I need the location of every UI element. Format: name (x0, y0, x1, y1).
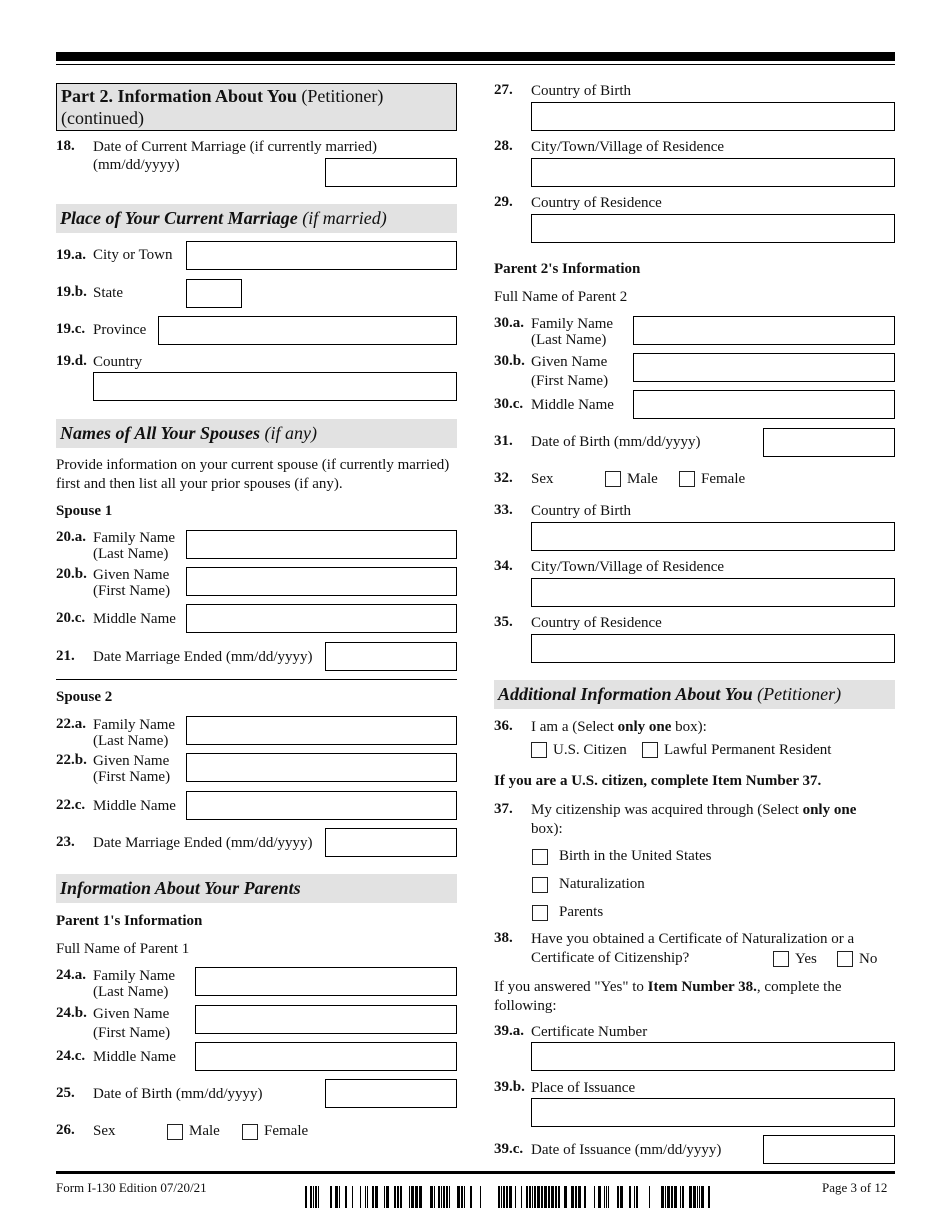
q37-number: 37. (494, 801, 513, 817)
lpr-label: Lawful Permanent Resident (664, 742, 832, 758)
section-title: Information About Your Parents (60, 878, 301, 898)
q28-number: 28. (494, 138, 513, 154)
parent1-sex-male-checkbox[interactable] (167, 1124, 183, 1140)
q26-label: Sex (93, 1123, 116, 1139)
q30c-label: Middle Name (531, 397, 614, 413)
spouse1-family-name-field[interactable] (186, 530, 457, 559)
naturalization-checkbox[interactable] (532, 877, 548, 893)
q24c-label: Middle Name (93, 1049, 176, 1065)
q20c-label: Middle Name (93, 611, 176, 627)
section-additional-info (494, 680, 895, 709)
section-spouses (56, 419, 457, 448)
q21-label: Date Marriage Ended (mm/dd/yyyy) (93, 649, 313, 665)
q28-label: City/Town/Village of Residence (531, 139, 725, 155)
spouse-instructions: Provide information on your current spouse (if currently married) first and then list all your prior spouses (if any). (56, 457, 450, 492)
spouse1-marriage-ended-field[interactable] (325, 642, 457, 671)
q20b-label: Given Name (93, 567, 170, 583)
q22b-label-sub: (First Name) (93, 769, 171, 785)
q31-number: 31. (494, 433, 513, 449)
certificate-no-label: No (859, 951, 878, 967)
q36-label-a: I am a (Select (531, 719, 618, 735)
parents-label: Parents (559, 904, 604, 920)
q39c-label: Date of Issuance (mm/dd/yyyy) (531, 1142, 722, 1158)
section-subtitle: (if any) (264, 423, 318, 443)
section-title: Additional Information About You (498, 684, 753, 704)
parents-checkbox[interactable] (532, 905, 548, 921)
footer-page-number: Page 3 of 12 (822, 1180, 888, 1195)
q29-label: Country of Residence (531, 195, 662, 211)
q30a-label-sub: (Last Name) (531, 332, 607, 348)
marriage-date-field[interactable] (325, 158, 457, 187)
part-title: Part 2. Information About You (61, 86, 297, 106)
section-current-marriage (56, 204, 457, 233)
spouse2-family-name-field[interactable] (186, 716, 457, 745)
q24b-label-sub: (First Name) (93, 1025, 171, 1041)
section-parents (56, 874, 457, 903)
q39c-number: 39.c. (494, 1141, 524, 1157)
section-title: Names of All Your Spouses (60, 423, 261, 443)
q35-number: 35. (494, 614, 513, 630)
q20a-label: Family Name (93, 530, 176, 546)
date-of-issuance-field[interactable] (763, 1135, 895, 1164)
certificate-number-field[interactable] (531, 1042, 895, 1071)
q30a-number: 30.a. (494, 315, 524, 331)
q22c-label: Middle Name (93, 798, 176, 814)
q33-label: Country of Birth (531, 503, 631, 519)
q25-number: 25. (56, 1085, 75, 1101)
us-citizen-label: U.S. Citizen (553, 742, 627, 758)
q33-number: 33. (494, 502, 513, 518)
q19a-number: 19.a. (56, 247, 86, 263)
section-title: Place of Your Current Marriage (60, 208, 298, 228)
q24a-number: 24.a. (56, 967, 86, 983)
q19c-label: Province (93, 322, 147, 338)
q19d-label: Country (93, 354, 143, 370)
q23-number: 23. (56, 834, 75, 850)
section-subtitle: (if married) (302, 208, 387, 228)
yes-instr-a: If you answered "Yes" to (494, 979, 648, 995)
q36-number: 36. (494, 718, 513, 734)
q37-label-a: My citizenship was acquired through (Select (531, 802, 803, 818)
parent1-city-residence-field[interactable] (531, 158, 895, 187)
parent2-given-name-field[interactable] (633, 353, 895, 382)
q31-label: Date of Birth (mm/dd/yyyy) (531, 434, 701, 450)
spouse1-title: Spouse 1 (56, 503, 113, 519)
barcode-image (305, 1186, 710, 1208)
q37-label-c: box): (531, 821, 563, 837)
q21-number: 21. (56, 648, 75, 664)
q24c-number: 24.c. (56, 1048, 86, 1064)
q18-number: 18. (56, 138, 75, 154)
q24b-label: Given Name (93, 1006, 170, 1022)
q20a-number: 20.a. (56, 529, 86, 545)
q20b-label-sub: (First Name) (93, 583, 171, 599)
yes-instr-c: , complete the (756, 979, 842, 995)
parent1-country-residence-field[interactable] (531, 214, 895, 243)
parent2-sex-male-checkbox[interactable] (605, 471, 621, 487)
marriage-country-field[interactable] (93, 372, 457, 401)
q25-label: Date of Birth (mm/dd/yyyy) (93, 1086, 263, 1102)
parent2-dob-field[interactable] (763, 428, 895, 457)
parent2-city-residence-field[interactable] (531, 578, 895, 607)
parent2-sex-female-checkbox[interactable] (679, 471, 695, 487)
spouse1-middle-name-field[interactable] (186, 604, 457, 633)
q22a-label-sub: (Last Name) (93, 733, 169, 749)
spouse2-marriage-ended-field[interactable] (325, 828, 457, 857)
q36-label-c: box): (671, 719, 707, 735)
spouse1-given-name-field[interactable] (186, 567, 457, 596)
marriage-province-field[interactable] (158, 316, 457, 345)
parent1-sex-female-checkbox[interactable] (242, 1124, 258, 1140)
q18-label: Date of Current Marriage (if currently married) (93, 139, 378, 155)
q37-label-b: only one (802, 802, 857, 818)
q22a-label: Family Name (93, 717, 176, 733)
parent2-family-name-field[interactable] (633, 316, 895, 345)
q38-number: 38. (494, 930, 513, 946)
parent1-family-name-field[interactable] (195, 967, 457, 996)
place-of-issuance-field[interactable] (531, 1098, 895, 1127)
footer-form-edition: Form I-130 Edition 07/20/21 (56, 1180, 207, 1195)
part-title-sub: (Petitioner) (301, 86, 384, 106)
q29-number: 29. (494, 194, 513, 210)
q30c-number: 30.c. (494, 396, 524, 412)
q38-label-line2: Certificate of Citizenship? (531, 950, 690, 966)
q19b-label: State (93, 285, 123, 301)
q37-label (531, 801, 881, 839)
q20b-number: 20.b. (56, 566, 87, 582)
q36-label (531, 719, 707, 736)
q19d-number: 19.d. (56, 353, 87, 369)
parent2-sex-male-label: Male (627, 471, 658, 487)
q30b-label: Given Name (531, 354, 608, 370)
q22b-number: 22.b. (56, 752, 87, 768)
q22a-number: 22.a. (56, 716, 86, 732)
q32-label: Sex (531, 471, 554, 487)
q32-number: 32. (494, 470, 513, 486)
parent1-sex-female-label: Female (264, 1123, 309, 1139)
q22b-label: Given Name (93, 753, 170, 769)
marriage-city-field[interactable] (186, 241, 457, 270)
top-rule-thick (56, 52, 895, 61)
q27-label: Country of Birth (531, 83, 631, 99)
parent1-sex-male-label: Male (189, 1123, 220, 1139)
q35-label: Country of Residence (531, 615, 662, 631)
q20c-number: 20.c. (56, 610, 86, 626)
q24a-label-sub: (Last Name) (93, 984, 169, 1000)
parent2-middle-name-field[interactable] (633, 390, 895, 419)
parent2-country-birth-field[interactable] (531, 522, 895, 551)
certificate-yes-label: Yes (795, 951, 817, 967)
q24a-label: Family Name (93, 968, 176, 984)
q18-label-format: (mm/dd/yyyy) (93, 157, 180, 173)
marriage-state-field[interactable] (186, 279, 242, 308)
parent2-sex-female-label: Female (701, 471, 746, 487)
yes-instr-d: following: (494, 998, 557, 1014)
q20a-label-sub: (Last Name) (93, 546, 169, 562)
q39a-label: Certificate Number (531, 1024, 648, 1040)
parent1-country-birth-field[interactable] (531, 102, 895, 131)
q19c-number: 19.c. (56, 321, 86, 337)
us-citizen-checkbox[interactable] (531, 742, 547, 758)
q26-number: 26. (56, 1122, 75, 1138)
part-header (56, 83, 457, 131)
parent1-middle-name-field[interactable] (195, 1042, 457, 1071)
q22c-number: 22.c. (56, 797, 86, 813)
parent2-fullname-label: Full Name of Parent 2 (494, 289, 628, 305)
yes-instr-b: Item Number 38. (647, 979, 757, 995)
q39b-number: 39.b. (494, 1079, 525, 1095)
citizen-instructions: If you are a U.S. citizen, complete Item Number 37. (494, 773, 822, 789)
parent1-title: Parent 1's Information (56, 913, 203, 929)
parent2-title: Parent 2's Information (494, 261, 641, 277)
q30a-label: Family Name (531, 316, 614, 332)
spouse2-given-name-field[interactable] (186, 753, 457, 782)
q19b-number: 19.b. (56, 284, 87, 300)
q23-label: Date Marriage Ended (mm/dd/yyyy) (93, 835, 313, 851)
q38-label: Have you obtained a Certificate of Naturalization or a (531, 931, 855, 947)
top-rule-thin (56, 64, 895, 65)
naturalization-label: Naturalization (559, 876, 645, 892)
q30b-label-sub: (First Name) (531, 373, 609, 389)
certificate-yes-checkbox[interactable] (773, 951, 789, 967)
q39a-number: 39.a. (494, 1023, 524, 1039)
parent1-given-name-field[interactable] (195, 1005, 457, 1034)
birth-in-us-label: Birth in the United States (559, 848, 712, 864)
spouse2-title: Spouse 2 (56, 689, 113, 705)
q34-label: City/Town/Village of Residence (531, 559, 725, 575)
lpr-checkbox[interactable] (642, 742, 658, 758)
parent1-fullname-label: Full Name of Parent 1 (56, 941, 190, 957)
q34-number: 34. (494, 558, 513, 574)
q24b-number: 24.b. (56, 1005, 87, 1021)
part-continued: (continued) (61, 108, 144, 128)
q39b-label: Place of Issuance (531, 1080, 636, 1096)
section-subtitle: (Petitioner) (757, 684, 842, 704)
spouse-divider (56, 679, 457, 680)
birth-in-us-checkbox[interactable] (532, 849, 548, 865)
parent2-country-residence-field[interactable] (531, 634, 895, 663)
yes-instructions (494, 978, 894, 1016)
parent1-dob-field[interactable] (325, 1079, 457, 1108)
q30b-number: 30.b. (494, 353, 525, 369)
spouse2-middle-name-field[interactable] (186, 791, 457, 820)
certificate-no-checkbox[interactable] (837, 951, 853, 967)
q19a-label: City or Town (93, 247, 173, 263)
bottom-rule (56, 1171, 895, 1174)
q36-label-b: only one (617, 719, 672, 735)
q27-number: 27. (494, 82, 513, 98)
